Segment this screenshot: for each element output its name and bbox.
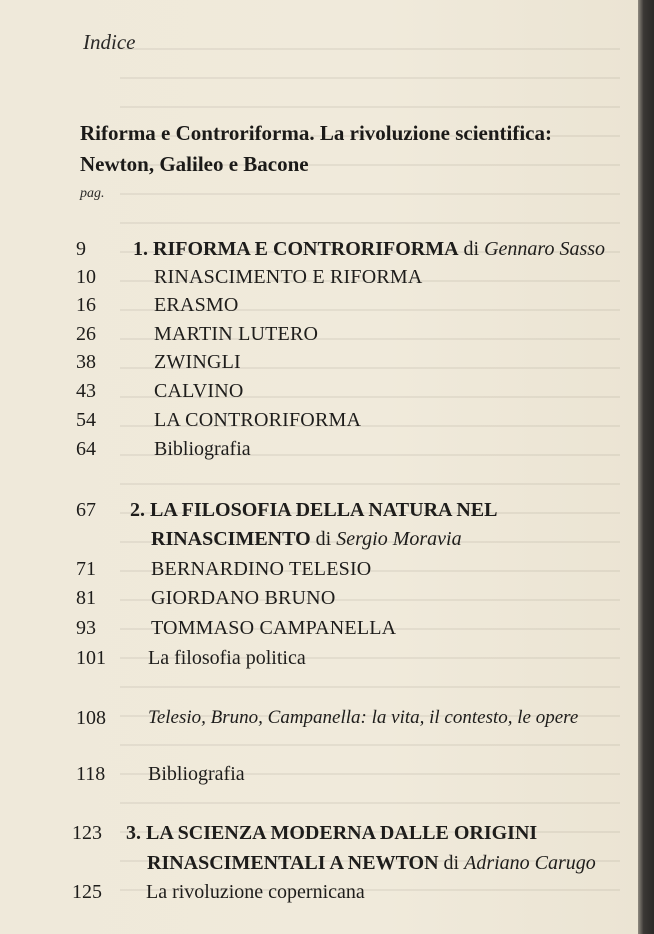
toc-page-number: 67 <box>76 499 96 521</box>
toc-page-number: 10 <box>76 266 96 288</box>
toc-chapter-3-cont <box>0 852 640 882</box>
toc-entry-title: La rivoluzione copernicana <box>146 881 365 903</box>
toc-entry-title: ZWINGLI <box>154 351 241 373</box>
toc-entry-title: GIORDANO BRUNO <box>151 587 336 609</box>
toc-page-number: 64 <box>76 438 96 460</box>
toc-entry-title: TOMMASO CAMPANELLA <box>151 617 397 639</box>
chapter-title: RIFORMA E CONTRORIFORMA <box>153 238 459 260</box>
toc-entry <box>0 294 640 324</box>
toc-chapter-1 <box>0 238 640 268</box>
toc-entry <box>0 323 640 353</box>
chapter-title: LA FILOSOFIA DELLA NATURA NEL <box>150 499 498 521</box>
toc-entry <box>0 351 640 381</box>
chapter-author: Sergio Moravia <box>336 528 462 550</box>
toc-entry <box>0 881 640 911</box>
toc-entry-title: BERNARDINO TELESIO <box>151 558 372 580</box>
toc-page-number: 108 <box>76 707 106 729</box>
toc-entry-title: MARTIN LUTERO <box>154 323 319 345</box>
chapter-author: Adriano Carugo <box>464 852 596 874</box>
toc-page-number: 118 <box>76 763 106 785</box>
toc-entry <box>0 558 640 588</box>
toc-chapter-2 <box>0 499 640 529</box>
toc-chapter-heading-cont <box>147 852 596 875</box>
volume-title <box>80 118 620 180</box>
toc-entry-title: LA CONTRORIFORMA <box>154 409 362 431</box>
toc-entry <box>0 763 640 793</box>
toc-chapter-2-cont <box>0 528 640 558</box>
toc-entry-title: La filosofia politica <box>148 647 306 669</box>
toc-page-number: 101 <box>76 647 106 669</box>
volume-title-line-1: Riforma e Controriforma. La rivoluzione scientifica: <box>80 121 552 145</box>
page-edge-shadow <box>638 0 654 934</box>
author-prefix: di <box>315 528 332 550</box>
chapter-number: 1. <box>133 238 148 260</box>
chapter-title-cont: RINASCIMENTALI A NEWTON <box>147 852 439 874</box>
toc-entry-title: Telesio, Bruno, Campanella: la vita, il contesto, le opere <box>148 707 579 728</box>
toc-entry <box>0 380 640 410</box>
toc-page-number: 81 <box>76 587 96 609</box>
toc-entry-title: Bibliografia <box>154 438 251 460</box>
toc-entry <box>0 266 640 296</box>
author-prefix: di <box>443 852 460 874</box>
volume-title-line-2: Newton, Galileo e Bacone <box>80 152 309 176</box>
chapter-title-cont: RINASCIMENTO <box>151 528 311 550</box>
toc-chapter-heading <box>126 822 537 845</box>
toc-entry-title: ERASMO <box>154 294 239 316</box>
toc-page-number: 38 <box>76 351 96 373</box>
toc-entry-title: RINASCIMENTO E RIFORMA <box>154 266 423 288</box>
pag-label: pag. <box>80 186 105 201</box>
toc-chapter-3 <box>0 822 640 852</box>
toc-page-number: 71 <box>76 558 96 580</box>
toc-entry-title: CALVINO <box>154 380 244 402</box>
toc-page-number: 125 <box>72 881 102 903</box>
toc-chapter-heading-cont <box>151 528 462 551</box>
toc-page-number: 26 <box>76 323 96 345</box>
toc-entry <box>0 587 640 617</box>
toc-entry-title: Bibliografia <box>148 763 245 785</box>
toc-page-number: 54 <box>76 409 96 431</box>
toc-entry <box>0 707 640 737</box>
toc-chapter-heading <box>130 499 498 522</box>
toc-page-number: 9 <box>76 238 86 260</box>
toc-entry <box>0 647 640 677</box>
toc-page-number: 43 <box>76 380 96 402</box>
author-prefix: di <box>463 238 480 260</box>
chapter-number: 2. <box>130 499 145 521</box>
toc-chapter-heading <box>133 238 605 261</box>
running-header: Indice <box>83 30 136 54</box>
toc-entry <box>0 409 640 439</box>
toc-entry <box>0 617 640 647</box>
chapter-title: LA SCIENZA MODERNA DALLE ORIGINI <box>146 822 538 844</box>
chapter-number: 3. <box>126 822 141 844</box>
chapter-author: Gennaro Sasso <box>484 238 606 260</box>
toc-entry <box>0 438 640 468</box>
toc-page-number: 16 <box>76 294 96 316</box>
toc-page-number: 93 <box>76 617 96 639</box>
toc-page-number: 123 <box>72 822 102 844</box>
